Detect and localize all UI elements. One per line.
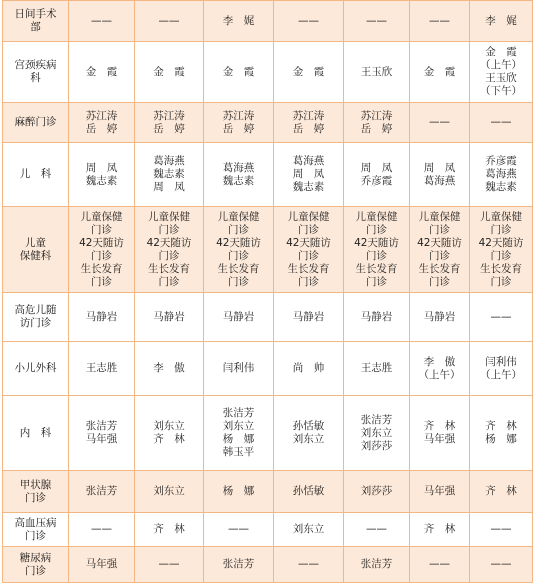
doctor-name-line: 儿童保健 [480,210,522,223]
doctor-name-line: 儿童保健 [418,210,461,223]
schedule-row [3,103,533,143]
doctor-name-line: 门诊 [158,275,180,288]
doctor-name-line: 岳 婷 [360,122,393,135]
doctor-name-line: 门诊 [490,223,512,236]
department-name-line: 小儿外科 [14,362,57,374]
doctor-cell [410,342,470,396]
doctor-cell [344,396,410,471]
doctor-cell [274,143,344,207]
department-cell [3,1,69,42]
doctor-cell [470,293,533,342]
department-cell [3,547,69,583]
doctor-cell [344,207,410,293]
doctor-name-line: 苏江涛 [85,109,118,122]
doctor-cell [410,471,470,513]
doctor-name-line: —— [366,523,387,535]
doctor-name-line: 马年强 [423,433,456,445]
doctor-name-line: 马静岩 [153,310,185,323]
department-name-line: 门诊 [25,529,46,542]
doctor-name-line: 生长发育 [355,262,398,275]
doctor-name-line: 门诊 [366,275,387,288]
doctor-cell [69,1,135,42]
doctor-cell [204,207,274,293]
doctor-name-line: —— [490,523,512,535]
doctor-name-line: （上午） [480,368,522,381]
doctor-name-line: 马静岩 [360,310,393,323]
doctor-cell [204,396,274,471]
doctor-name-line: 金 霞 [222,65,255,78]
doctor-name-line: 李 傲 [423,355,456,368]
doctor-name-line: 乔彦霞 [360,174,393,187]
doctor-name-line: 金 霞 [485,46,517,58]
doctor-cell [344,103,410,143]
doctor-name-line: 门诊 [429,223,450,236]
department-cell [3,342,69,396]
doctor-cell [344,1,410,42]
schedule-row [3,396,533,471]
doctor-name-line: 周 凤 [292,168,325,180]
doctor-cell [69,207,135,293]
doctor-cell [470,1,533,42]
doctor-cell [470,42,533,103]
department-cell [3,42,69,103]
doctor-name-line: 周 凤 [360,161,393,174]
doctor-name-line: 门诊 [91,249,112,262]
doctor-name-line: 王玉欣 [485,72,517,84]
department-name-line: 门诊 [25,564,46,577]
doctor-name-line: 门诊 [490,249,512,262]
doctor-cell [135,342,204,396]
doctor-name-line: 门诊 [91,223,112,236]
doctor-cell [204,342,274,396]
department-cell [3,207,69,293]
department-cell [3,103,69,143]
doctor-cell [274,207,344,293]
doctor-name-line: 马年强 [85,558,118,570]
doctor-cell [204,547,274,583]
doctor-cell [69,42,135,103]
doctor-name-line: 马静岩 [222,310,255,323]
doctor-cell [135,513,204,547]
schedule-row [3,342,533,396]
doctor-cell [410,143,470,207]
doctor-cell [204,103,274,143]
doctor-name-line: 葛海燕 [222,161,255,174]
doctor-name-line: （上午） [480,59,522,71]
doctor-name-line: 张洁芳 [222,558,255,570]
doctor-name-line: 苏江涛 [360,109,393,122]
doctor-name-line: —— [490,310,512,323]
doctor-name-line: 张洁芳 [222,407,255,419]
doctor-name-line: 孙恬敏 [292,485,325,497]
doctor-name-line: 齐 林 [423,523,456,535]
schedule-row [3,207,533,293]
schedule-row [3,513,533,547]
doctor-name-line: 生长发育 [287,262,330,275]
doctor-name-line: 马静岩 [85,310,118,323]
doctor-cell [69,103,135,143]
doctor-cell [410,42,470,103]
department-name-line: 部 [30,21,41,33]
doctor-name-line: 门诊 [228,275,249,288]
doctor-name-line: 刘莎莎 [360,439,393,452]
doctor-cell [135,207,204,293]
doctor-name-line: 闫利伟 [485,355,517,368]
doctor-name-line: 刘东立 [153,485,185,497]
doctor-cell [69,143,135,207]
doctor-cell [69,396,135,471]
doctor-name-line: 魏志素 [85,174,118,187]
doctor-name-line: 42天随访 [286,236,331,249]
doctor-name-line: 马年强 [423,485,456,497]
doctor-name-line: 儿童保健 [287,210,330,223]
doctor-name-line: 刘东立 [292,433,325,445]
department-name-line: 高危儿随 [14,304,57,316]
doctor-cell [410,396,470,471]
department-name-line: 日间手术 [14,8,57,20]
doctor-name-line: 门诊 [158,249,180,262]
doctor-name-line: 齐 林 [423,420,456,432]
department-name-line: 宫颈疾病 [14,59,57,71]
doctor-cell [470,396,533,471]
doctor-cell [470,143,533,207]
doctor-name-line: 张洁芳 [85,420,118,432]
department-cell [3,143,69,207]
doctor-name-line: 岳 婷 [153,122,185,135]
doctor-cell [410,513,470,547]
doctor-name-line: 门诊 [298,223,319,236]
doctor-name-line: 门诊 [298,249,319,262]
doctor-name-line: —— [158,558,180,570]
doctor-name-line: （下午） [480,85,522,97]
doctor-name-line: 儿童保健 [217,210,260,223]
doctor-cell [204,471,274,513]
doctor-cell [204,143,274,207]
doctor-name-line: 岳 婷 [292,122,325,135]
doctor-cell [204,513,274,547]
doctor-cell [274,513,344,547]
doctor-cell [69,513,135,547]
doctor-name-line: 张洁芳 [85,485,118,497]
doctor-name-line: 马静岩 [423,310,456,323]
doctor-name-line: —— [158,14,180,27]
doctor-name-line: —— [490,116,512,128]
doctor-name-line: —— [91,14,112,27]
doctor-name-line: 魏志素 [292,181,325,193]
doctor-name-line: 门诊 [429,275,450,288]
doctor-cell [470,103,533,143]
doctor-cell [344,143,410,207]
doctor-name-line: 苏江涛 [153,109,185,122]
doctor-cell [135,396,204,471]
doctor-name-line: 金 霞 [85,65,118,78]
doctor-name-line: —— [366,14,387,27]
doctor-name-line: 齐 林 [485,420,517,432]
doctor-name-line: 杨 娜 [222,485,255,497]
doctor-name-line: 刘东立 [292,523,325,535]
department-name-line: 儿 科 [19,168,52,180]
doctor-cell [69,342,135,396]
doctor-cell [470,513,533,547]
doctor-cell [274,103,344,143]
doctor-name-line: —— [298,14,319,27]
department-name-line: 高血压病 [14,516,57,529]
doctor-cell [69,547,135,583]
doctor-name-line: 李 娓 [222,14,255,27]
doctor-cell [274,42,344,103]
doctor-name-line: 42天随访 [146,236,192,249]
doctor-name-line: 张洁芳 [360,558,393,570]
doctor-name-line: 生长发育 [80,262,123,275]
doctor-name-line: 42天随访 [354,236,399,249]
doctor-cell [135,143,204,207]
doctor-cell [274,342,344,396]
schedule-row [3,547,533,583]
doctor-cell [204,1,274,42]
doctor-name-line: 生长发育 [418,262,461,275]
doctor-name-line: 周 凤 [423,161,456,174]
doctor-name-line: 生长发育 [148,262,190,275]
doctor-name-line: —— [429,558,450,570]
doctor-cell [410,207,470,293]
schedule-row [3,143,533,207]
doctor-cell [274,471,344,513]
department-name-line: 科 [30,72,41,84]
doctor-name-line: 魏志素 [485,181,517,193]
doctor-cell [410,1,470,42]
doctor-name-line: 韩玉平 [222,446,255,458]
doctor-name-line: 葛海燕 [423,174,456,187]
doctor-name-line: 杨 娜 [485,433,517,445]
doctor-name-line: 周 凤 [153,181,185,193]
doctor-name-line: 乔彦霞 [485,155,517,167]
doctor-name-line: 刘东立 [153,420,185,432]
doctor-name-line: 马静岩 [292,310,325,323]
doctor-name-line: 42天随访 [478,236,524,249]
doctor-name-line: 金 霞 [423,65,456,78]
department-name-line: 麻醉门诊 [14,116,57,128]
doctor-name-line: 王志胜 [85,362,118,374]
doctor-name-line: —— [490,558,512,570]
outpatient-schedule-table [2,0,533,583]
doctor-name-line: —— [298,558,319,570]
doctor-cell [274,293,344,342]
doctor-cell [274,1,344,42]
department-name-line: 甲状腺 [19,478,52,491]
doctor-name-line: 齐 林 [485,485,517,497]
department-cell [3,471,69,513]
department-name-line: 内 科 [19,426,52,439]
doctor-name-line: 葛海燕 [153,155,185,167]
doctor-name-line: 齐 林 [153,433,185,445]
doctor-name-line: 儿童保健 [148,210,190,223]
doctor-cell [135,293,204,342]
doctor-cell [274,396,344,471]
doctor-name-line: 马年强 [85,433,118,445]
doctor-name-line: 孙恬敏 [292,420,325,432]
doctor-name-line: 葛海燕 [485,168,517,180]
doctor-cell [470,207,533,293]
doctor-name-line: 岳 婷 [85,122,118,135]
schedule-row [3,471,533,513]
doctor-cell [135,547,204,583]
doctor-cell [204,42,274,103]
doctor-name-line: 生长发育 [217,262,260,275]
doctor-name-line: 刘莎莎 [360,485,393,497]
department-cell [3,513,69,547]
doctor-name-line: 尚 帅 [292,362,325,374]
doctor-cell [69,293,135,342]
doctor-name-line: —— [228,523,249,535]
doctor-name-line: 门诊 [429,249,450,262]
department-cell [3,293,69,342]
doctor-cell [135,42,204,103]
doctor-name-line: —— [429,14,450,27]
doctor-cell [135,103,204,143]
doctor-name-line: 苏江涛 [292,109,325,122]
doctor-name-line: 王志胜 [360,362,393,374]
doctor-cell [69,471,135,513]
doctor-cell [344,513,410,547]
doctor-name-line: 金 霞 [292,65,325,78]
doctor-name-line: 岳 婷 [222,122,255,135]
department-name-line: 门诊 [25,491,46,504]
schedule-row [3,1,533,42]
doctor-name-line: 魏志素 [153,168,185,180]
doctor-cell [410,547,470,583]
doctor-cell [135,1,204,42]
doctor-name-line: 葛海燕 [292,155,325,167]
doctor-name-line: 42天随访 [79,236,124,249]
doctor-name-line: 儿童保健 [355,210,398,223]
doctor-cell [135,471,204,513]
doctor-name-line: 门诊 [228,249,249,262]
doctor-name-line: 齐 林 [153,523,185,535]
doctor-name-line: —— [429,116,450,128]
doctor-cell [344,293,410,342]
doctor-name-line: —— [91,523,112,535]
department-name-line: 儿童 [25,236,46,249]
doctor-name-line: 门诊 [228,223,249,236]
doctor-name-line: 儿童保健 [80,210,123,223]
doctor-cell [344,471,410,513]
doctor-name-line: 闫利伟 [222,362,255,374]
doctor-name-line: 门诊 [158,223,180,236]
doctor-name-line: 李 傲 [153,362,185,374]
doctor-cell [410,293,470,342]
doctor-name-line: 生长发育 [480,262,522,275]
department-name-line: 访门诊 [19,317,52,329]
doctor-name-line: 金 霞 [153,65,185,78]
schedule-row [3,42,533,103]
doctor-name-line: 42天随访 [216,236,261,249]
department-name-line: 保健科 [19,249,52,262]
doctor-cell [344,42,410,103]
doctor-cell [470,547,533,583]
doctor-name-line: 刘东立 [360,426,393,439]
doctor-cell [470,471,533,513]
doctor-name-line: 李 娓 [485,14,517,27]
doctor-name-line: 王玉欣 [360,65,393,78]
doctor-name-line: 门诊 [366,223,387,236]
doctor-cell [274,547,344,583]
doctor-name-line: 门诊 [490,275,512,288]
doctor-name-line: 42天随访 [417,236,462,249]
doctor-name-line: （上午） [418,368,461,381]
doctor-cell [344,547,410,583]
doctor-name-line: 苏江涛 [222,109,255,122]
doctor-cell [470,342,533,396]
doctor-cell [344,342,410,396]
doctor-name-line: 周 凤 [85,161,118,174]
doctor-name-line: 杨 娜 [222,433,255,445]
doctor-name-line: 门诊 [298,275,319,288]
doctor-name-line: 刘东立 [222,420,255,432]
department-name-line: 糖尿病 [19,551,52,564]
doctor-cell [204,293,274,342]
doctor-name-line: 张洁芳 [360,413,393,426]
doctor-name-line: 门诊 [91,275,112,288]
doctor-name-line: 魏志素 [222,174,255,187]
doctor-cell [410,103,470,143]
schedule-row [3,293,533,342]
department-cell [3,396,69,471]
doctor-name-line: 门诊 [366,249,387,262]
